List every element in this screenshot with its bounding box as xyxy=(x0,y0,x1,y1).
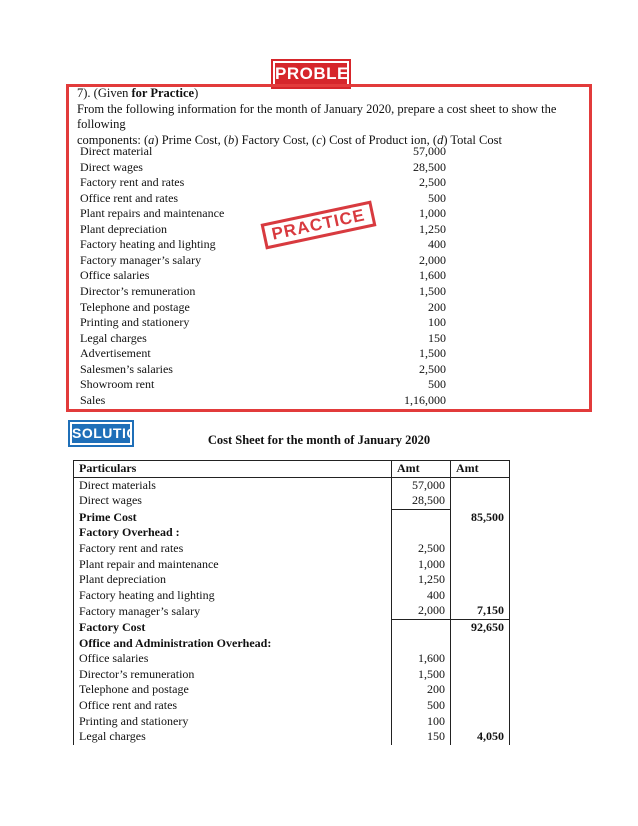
row-amt1: 150 xyxy=(392,729,451,745)
table-row xyxy=(74,603,510,619)
row-amt1 xyxy=(392,636,451,652)
row-particular: Office salaries xyxy=(74,651,392,667)
row-amt1: 100 xyxy=(392,714,451,730)
row-amt1: 57,000 xyxy=(392,477,451,493)
row-amt2 xyxy=(451,636,510,652)
text-part: a xyxy=(148,132,155,147)
text-part: c xyxy=(316,132,322,147)
problem-prefix: 7). (Given xyxy=(77,86,132,100)
header-amt: Amt xyxy=(451,461,510,478)
row-amt2 xyxy=(451,477,510,493)
table-row xyxy=(74,682,510,698)
problem-item-label: Factory heating and lighting xyxy=(80,237,216,252)
solution-badge: SOLUTION xyxy=(70,422,132,445)
table-row xyxy=(74,525,510,541)
problem-item-label: Plant depreciation xyxy=(80,221,167,236)
problem-intro xyxy=(77,86,577,148)
row-amt1: 2,000 xyxy=(392,603,451,619)
problem-item-amount: 2,000 xyxy=(419,252,446,267)
header-amt: Amt xyxy=(392,461,451,478)
problem-item-amount: 100 xyxy=(428,315,446,330)
row-particular: Factory rent and rates xyxy=(74,541,392,557)
row-particular: Printing and stationery xyxy=(74,714,392,730)
table-row xyxy=(74,557,510,573)
practice-stamp: PRACTICE xyxy=(261,201,377,250)
cost-sheet-table xyxy=(73,460,510,745)
table-row xyxy=(74,729,510,745)
problem-item-amount: 57,000 xyxy=(413,144,446,158)
table-header-row xyxy=(74,461,510,478)
text-part: b xyxy=(228,132,235,147)
problem-instruction-line: From the following information for the month of January 2020, prepare a cost sheet to show the following xyxy=(77,101,557,131)
row-amt1 xyxy=(392,525,451,541)
row-particular: Factory Overhead : xyxy=(74,525,392,541)
problem-item-amount: 150 xyxy=(428,330,446,345)
row-amt1: 1,250 xyxy=(392,572,451,588)
row-particular: Director’s remuneration xyxy=(74,667,392,683)
problem-item-row xyxy=(80,175,446,191)
problem-item-amount: 1,500 xyxy=(419,283,446,298)
problem-item-row xyxy=(80,160,446,176)
row-amt2 xyxy=(451,698,510,714)
problem-item-row xyxy=(80,284,446,300)
row-amt1: 1,000 xyxy=(392,557,451,573)
row-amt1 xyxy=(392,619,451,635)
table-row xyxy=(74,667,510,683)
problem-item-label: Showroom rent xyxy=(80,377,155,392)
row-particular: Factory heating and lighting xyxy=(74,588,392,604)
problem-item-row xyxy=(80,144,446,160)
problem-bold: for Practice xyxy=(131,86,195,100)
problem-item-row xyxy=(80,268,446,284)
table-row xyxy=(74,477,510,493)
row-particular: Office rent and rates xyxy=(74,698,392,714)
table-row xyxy=(74,636,510,652)
problem-item-label: Factory rent and rates xyxy=(80,175,185,190)
table-row xyxy=(74,619,510,635)
cost-sheet-title: Cost Sheet for the month of January 2020 xyxy=(207,433,431,447)
row-particular: Direct materials xyxy=(74,477,392,493)
text-part: components: ( xyxy=(77,132,149,147)
row-amt1: 200 xyxy=(392,682,451,698)
problem-item-label: Salesmen’s salaries xyxy=(80,361,173,376)
row-amt1: 1,600 xyxy=(392,651,451,667)
row-amt2: 4,050 xyxy=(451,729,510,745)
text-part: ) Cost of Product ion, ( xyxy=(321,132,438,147)
problem-item-label: Advertisement xyxy=(80,346,151,361)
problem-item-label: Office rent and rates xyxy=(80,190,179,205)
problem-item-label: Office salaries xyxy=(80,268,150,283)
problem-item-label: Director’s remuneration xyxy=(80,283,196,298)
row-amt2 xyxy=(451,572,510,588)
table-row xyxy=(74,572,510,588)
problem-item-label: Direct material xyxy=(80,144,153,158)
row-amt2 xyxy=(451,493,510,509)
row-particular: Prime Cost xyxy=(74,509,392,525)
problem-suffix: ) xyxy=(194,86,199,100)
row-amt1: 28,500 xyxy=(392,493,451,509)
problem-item-row xyxy=(80,346,446,362)
table-row xyxy=(74,588,510,604)
row-amt2 xyxy=(451,541,510,557)
problem-item-row xyxy=(80,362,446,378)
row-amt2 xyxy=(451,651,510,667)
row-particular: Direct wages xyxy=(74,493,392,509)
problem-item-amount: 400 xyxy=(428,237,446,252)
row-amt2 xyxy=(451,714,510,730)
row-amt1: 2,500 xyxy=(392,541,451,557)
row-amt2: 7,150 xyxy=(451,603,510,619)
problem-item-row xyxy=(80,206,446,222)
problem-item-amount: 1,600 xyxy=(419,268,446,283)
problem-item-row xyxy=(80,331,446,347)
row-amt1 xyxy=(392,509,451,525)
row-particular: Plant repair and maintenance xyxy=(74,557,392,573)
row-amt2 xyxy=(451,525,510,541)
problem-item-label: Legal charges xyxy=(80,330,147,345)
row-amt2 xyxy=(451,557,510,573)
problem-badge: PROBLEM xyxy=(273,61,349,87)
problem-item-amount: 1,16,000 xyxy=(404,392,446,407)
problem-item-row xyxy=(80,253,446,269)
problem-item-row xyxy=(80,300,446,316)
header-particulars: Particulars xyxy=(74,461,392,478)
problem-item-label: Factory manager’s salary xyxy=(80,252,202,267)
problem-item-label: Sales xyxy=(80,392,106,407)
row-amt1: 400 xyxy=(392,588,451,604)
row-amt2: 85,500 xyxy=(451,509,510,525)
text-part: ) Prime Cost, ( xyxy=(154,132,229,147)
row-amt2 xyxy=(451,588,510,604)
problem-item-amount: 28,500 xyxy=(413,159,446,174)
row-amt2 xyxy=(451,667,510,683)
problem-item-label: Printing and stationery xyxy=(80,315,190,330)
problem-item-row xyxy=(80,191,446,207)
problem-item-amount: 2,500 xyxy=(419,361,446,376)
problem-item-row xyxy=(80,315,446,331)
row-particular: Telephone and postage xyxy=(74,682,392,698)
row-particular: Plant depreciation xyxy=(74,572,392,588)
row-amt1: 1,500 xyxy=(392,667,451,683)
problem-item-label: Direct wages xyxy=(80,159,143,174)
problem-item-row xyxy=(80,377,446,393)
text-part: ) Total Cost xyxy=(443,132,502,147)
table-row xyxy=(74,493,510,509)
table-row xyxy=(74,698,510,714)
problem-item-amount: 1,000 xyxy=(419,206,446,221)
problem-heading-line xyxy=(77,86,577,102)
problem-item-label: Plant repairs and maintenance xyxy=(80,206,225,221)
row-particular: Factory Cost xyxy=(74,619,392,635)
problem-item-amount: 500 xyxy=(428,190,446,205)
row-amt2 xyxy=(451,682,510,698)
table-row xyxy=(74,541,510,557)
problem-item-row xyxy=(80,393,446,409)
row-particular: Office and Administration Overhead: xyxy=(74,636,392,652)
table-row xyxy=(74,651,510,667)
row-particular: Factory manager’s salary xyxy=(74,603,392,619)
problem-item-amount: 1,250 xyxy=(419,221,446,236)
table-row xyxy=(74,509,510,525)
problem-item-amount: 500 xyxy=(428,377,446,392)
text-part: d xyxy=(437,132,444,147)
problem-item-label: Telephone and postage xyxy=(80,299,190,314)
table-row xyxy=(74,714,510,730)
row-amt1: 500 xyxy=(392,698,451,714)
problem-item-amount: 2,500 xyxy=(419,175,446,190)
row-amt2: 92,650 xyxy=(451,619,510,635)
problem-item-amount: 200 xyxy=(428,299,446,314)
problem-item-amount: 1,500 xyxy=(419,346,446,361)
text-part: ) Factory Cost, ( xyxy=(234,132,317,147)
row-particular: Legal charges xyxy=(74,729,392,745)
